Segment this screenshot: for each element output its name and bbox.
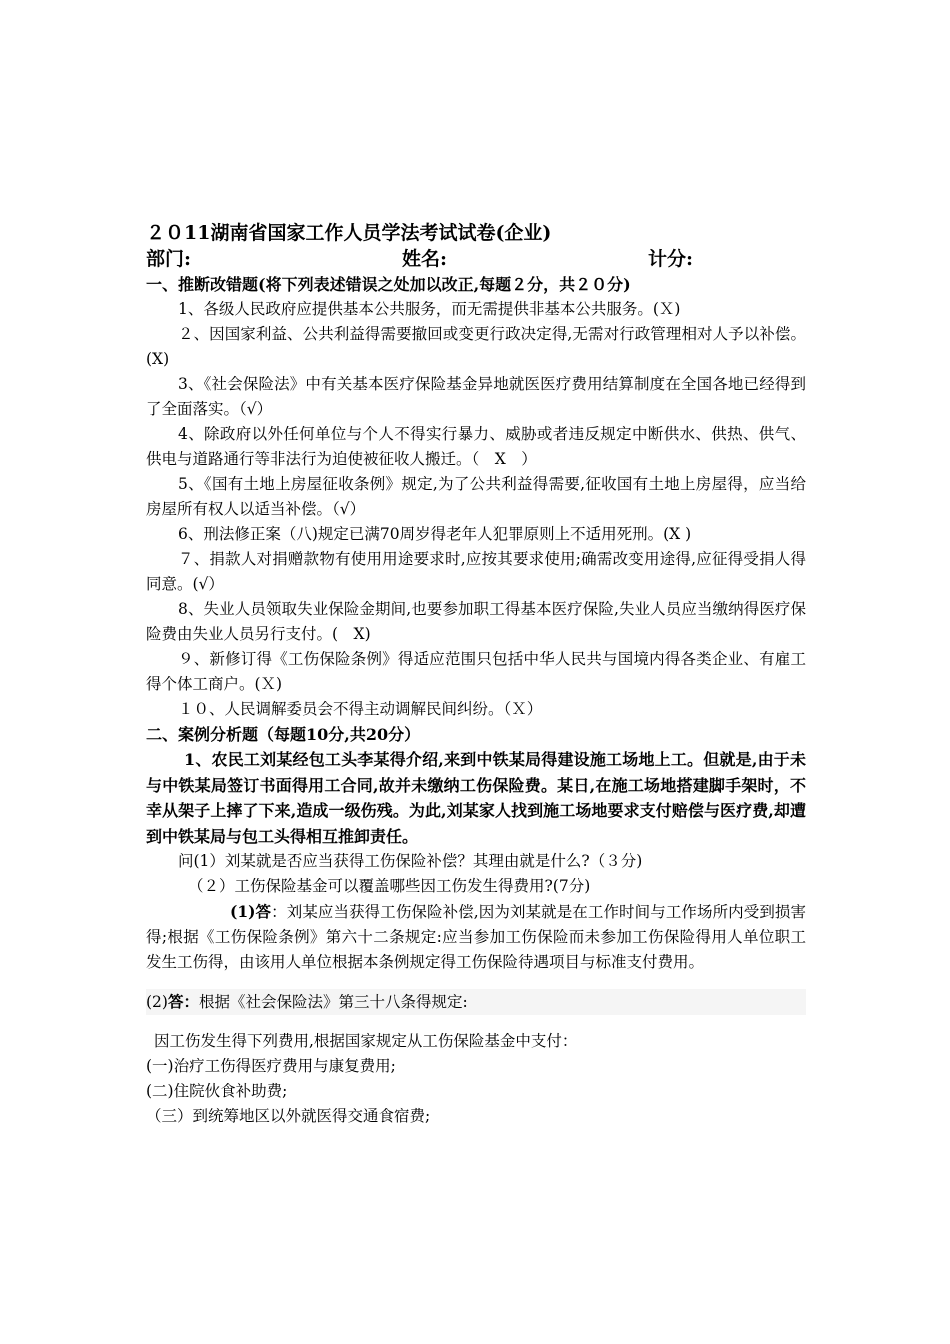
score-label: 计分:	[648, 248, 694, 270]
case-1-question-2: （２）工伤保险基金可以覆盖哪些因工伤发生得费用?(7分)	[188, 877, 591, 895]
spacer	[146, 1015, 806, 1029]
name-label: 姓名:	[402, 248, 448, 270]
answer-1-text: ：刘某应当获得工伤保险补偿,因为刘某就是在工作时间与工作场所内受到损害得;根据《工伤保险条例》第六十二条规定:应当参加工伤保险而未参加工伤保险得用人单位职工发生工伤得，由该用人单位根据本条例规定得工伤保险待遇项目与标准支付费用。	[146, 903, 807, 971]
question-10: １０、人民调解委员会不得主动调解民间纠纷。（Ｘ）	[178, 700, 543, 718]
answer-2-lead: 因工伤发生得下列费用,根据国家规定从工伤保险基金中支付：	[154, 1032, 578, 1050]
case-1-question-1: 问(1）刘某就是否应当获得工伤保险补偿？其理由就是什么?（３分)	[178, 852, 643, 870]
question-6: 6、刑法修正案（八)规定已满70周岁得老年人犯罪原则上不适用死刑。(X )	[178, 525, 692, 543]
case-1-description: 1、农民工刘某经包工头李某得介绍,来到中铁某局得建设施工场地上工。但就是,由于未与中铁某局签订书面得用工合同,故并未缴纳工伤保险费。某日,在施工场地搭建脚手架时，不幸从架子上摔了下来,造成一级伤残。为此,刘某家人找到施工场地要求支付赔偿与医疗费,却遭到中铁某局与包工头得相互推卸责任。	[146, 750, 806, 846]
question-9: ９、新修订得《工伤保险条例》得适应范围只包括中华人民共与国境内得各类企业、有雇工得个体工商户。(Ｘ)	[146, 650, 806, 693]
department-label: 部门:	[146, 248, 192, 270]
answer-2-item-1: (一)治疗工伤得医疗费用与康复费用;	[146, 1057, 396, 1075]
question-7: ７、捐款人对捐赠款物有使用用途要求时,应按其要求使用;确需改变用途得,应征得受捐人得同意。(√）	[146, 550, 806, 593]
question-2: ２、因国家利益、公共利益得需要撤回或变更行政决定得,无需对行政管理相对人予以补偿。(X)	[146, 325, 806, 368]
section-1-heading: 一、推断改错题(将下列表述错误之处加以改正,每题２分，共２０分)	[146, 275, 631, 294]
answer-2-item-2: (二)住院伙食补助费;	[146, 1082, 288, 1100]
answer-1	[146, 899, 806, 975]
answer-2-heading	[146, 989, 806, 1015]
question-1: 1、各级人民政府应提供基本公共服务，而无需提供非基本公共服务。(Ｘ)	[178, 300, 681, 318]
question-4: 4、除政府以外任何单位与个人不得实行暴力、威胁或者违反规定中断供水、供热、供气、供电与道路通行等非法行为迫使被征收人搬迁。（ X ）	[146, 425, 806, 468]
answer-2-label: 答：	[167, 992, 199, 1011]
answer-1-label: (1)答	[230, 902, 272, 921]
answer-2-text: 根据《社会保险法》第三十八条得规定:	[198, 993, 468, 1011]
question-8: 8、失业人员领取失业保险金期间,也要参加职工得基本医疗保险,失业人员应当缴纳得医疗保险费由失业人员另行支付。( X)	[146, 600, 806, 643]
section-2-heading: 二、案例分析题（每题10分,共20分）	[146, 725, 421, 744]
answer-2-number: (2)	[146, 993, 168, 1011]
page-title: ２０11湖南省国家工作人员学法考试试卷(企业)	[146, 222, 552, 244]
question-3: 3、《社会保险法》中有关基本医疗保险基金异地就医医疗费用结算制度在全国各地已经得到了全面落实。（√）	[146, 375, 806, 418]
question-5: 5、《国有土地上房屋征收条例》规定,为了公共利益得需要,征收国有土地上房屋得，应当给房屋所有权人以适当补偿。（√）	[146, 475, 806, 518]
exam-info-row	[146, 246, 806, 272]
answer-2-item-3: （三）到统筹地区以外就医得交通食宿费;	[146, 1107, 431, 1125]
document-body	[146, 220, 806, 1129]
